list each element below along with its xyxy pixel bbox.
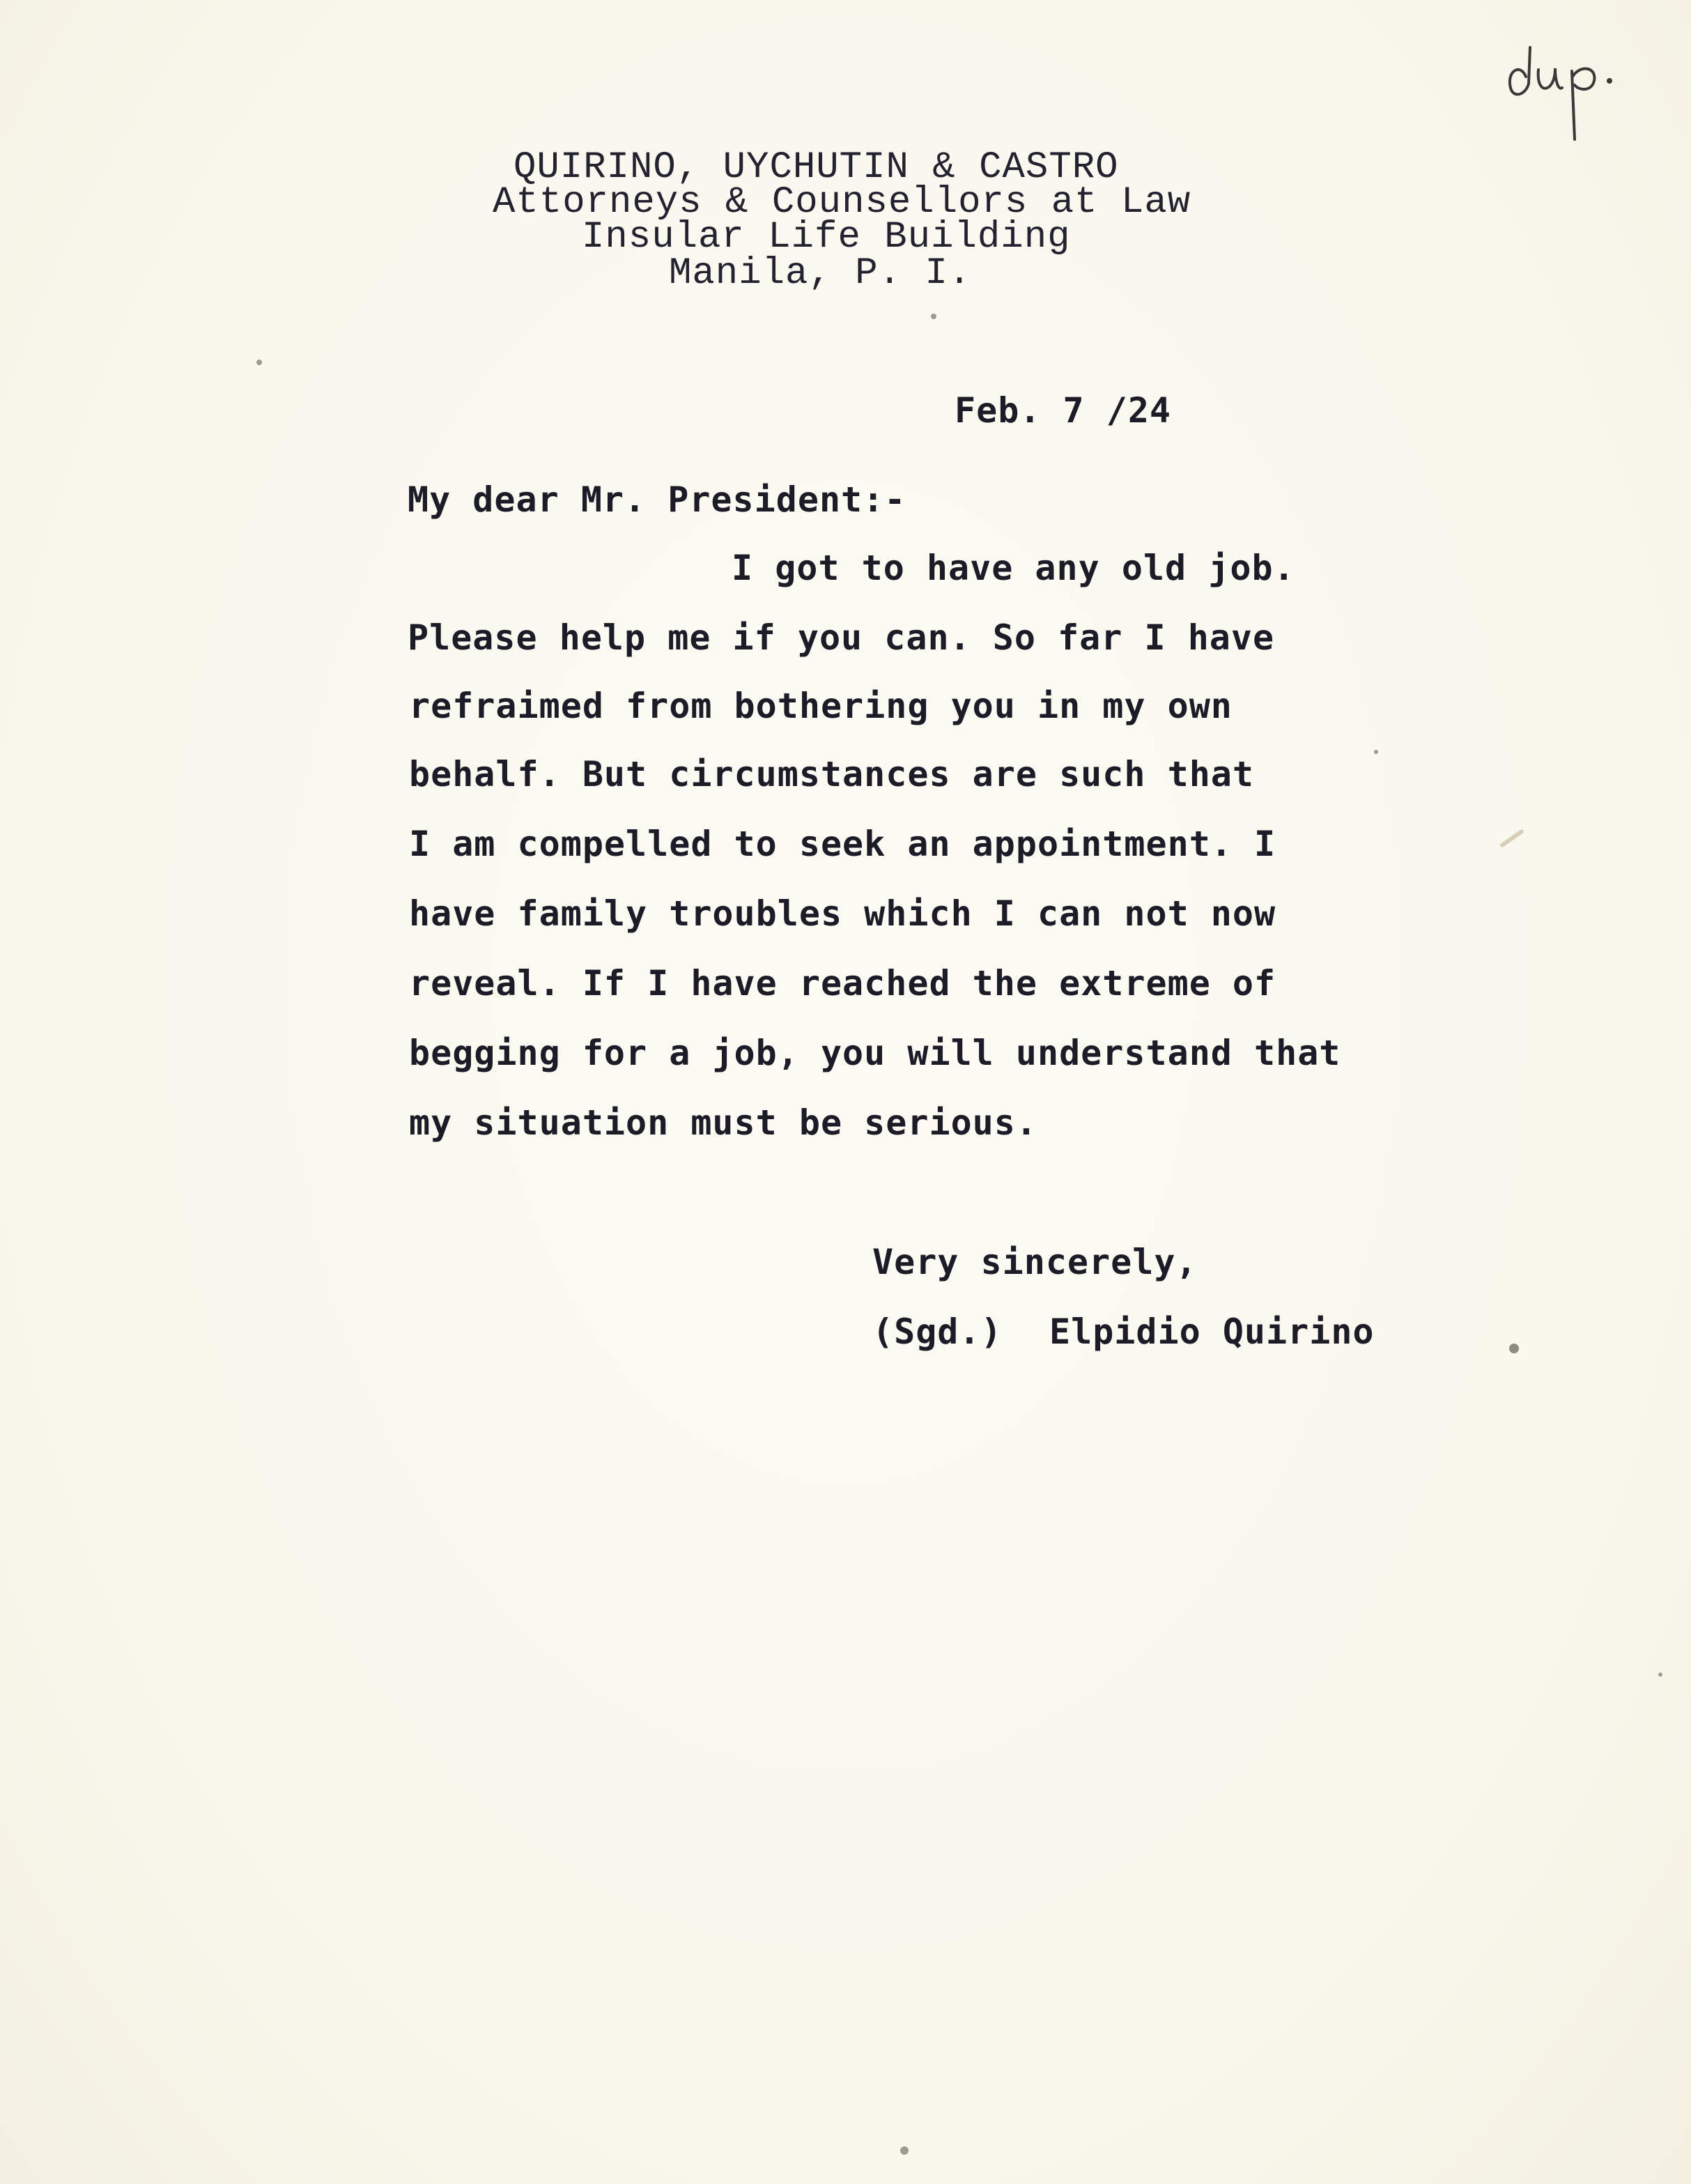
body-line: I am compelled to seek an appointment. I (409, 824, 1276, 864)
paper-speck (256, 360, 262, 365)
paper-speck (931, 314, 936, 319)
body-line: Please help me if you can. So far I have (408, 617, 1275, 658)
body-line: have family troubles which I can not now (409, 893, 1276, 934)
paper-speck (1509, 1344, 1519, 1353)
firm-building: Insular Life Building (582, 216, 1071, 259)
signature-prefix: (Sgd.) (872, 1312, 1003, 1352)
signature-name: Elpidio Quirino (1049, 1312, 1375, 1352)
salutation: My dear Mr. President:- (408, 479, 906, 520)
firm-description: Attorneys & Counsellors at Law (493, 181, 1191, 224)
paper-speck (1658, 1672, 1662, 1677)
letter-date: Feb. 7 /24 (955, 390, 1172, 431)
firm-name: QUIRINO, UYCHUTIN & CASTRO (514, 146, 1119, 189)
body-line: I got to have any old job. (732, 548, 1295, 588)
body-line: refraimed from bothering you in my own (409, 686, 1233, 726)
body-line: my situation must be serious. (409, 1102, 1037, 1143)
handwritten-dup-note (1505, 28, 1630, 146)
body-line: behalf. But circumstances are such that (409, 754, 1254, 794)
body-line: begging for a job, you will understand that (409, 1033, 1341, 1073)
body-line: reveal. If I have reached the extreme of (409, 963, 1276, 1003)
paper-speck (900, 2146, 909, 2155)
firm-city: Manila, P. I. (669, 252, 972, 295)
paper-speck (1374, 750, 1378, 754)
paper-stain (1499, 829, 1524, 848)
closing: Very sincerely, (872, 1242, 1198, 1282)
